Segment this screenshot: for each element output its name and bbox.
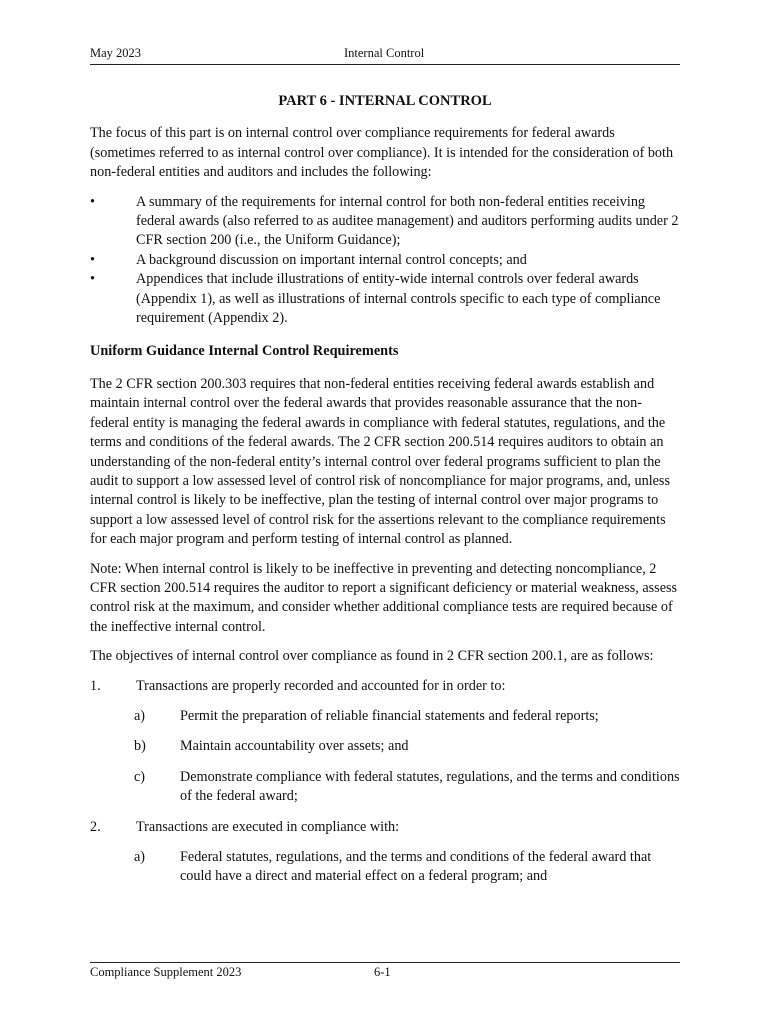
note-paragraph: Note: When internal control is likely to be ineffective in preventing and detecting noncompliance, 2 CFR section 200.514 requires the auditor to report a significant deficiency or material weakness, assess control risk at the maximum, and consider whether additional compliance tests are required because of the ineffective internal control. <box>90 560 678 635</box>
list-item <box>90 193 680 251</box>
subitem-letter: b) <box>134 738 146 755</box>
section-heading: Uniform Guidance Internal Control Requirements <box>90 343 399 360</box>
subitem-letter: c) <box>134 768 146 785</box>
objective-number: 1. <box>90 677 101 694</box>
page-body <box>90 92 680 898</box>
intro-paragraph: The focus of this part is on internal control over compliance requirements for federal awards (sometimes referred to as internal control over compliance). It is intended for the consideration of both non-federal entities and auditors and includes the following: <box>90 125 674 181</box>
objective-text: Transactions are executed in compliance with: <box>136 818 400 835</box>
header-date: May 2023 <box>90 46 142 60</box>
document-page <box>90 0 680 1024</box>
list-item <box>90 270 680 328</box>
header-section: Internal Control <box>344 46 425 60</box>
objectives-intro: The objectives of internal control over compliance as found in 2 CFR section 200.1, are as follows: <box>90 648 654 665</box>
page-number: 6-1 <box>374 965 391 979</box>
objective-number: 2. <box>90 818 101 835</box>
requirements-paragraph: The 2 CFR section 200.303 requires that non-federal entities receiving federal awards establish and maintain internal control over the federal awards that provides reasonable assurance that the non-federal entity is managing the federal awards in compliance with federal statutes, regulations, and the terms and conditions of the federal awards. The 2 CFR section 200.514 requires auditors to obtain an understanding of the non-federal entity’s internal control over federal programs sufficient to plan the audit to support a low assessed level of control risk of noncompliance for major programs, and, unless internal control is likely to be ineffective, plan the testing of internal control over major programs to support a low assessed level of control risk for the assertions relevant to the compliance requirements for each major program and perform testing of internal control as planned. <box>90 375 670 548</box>
objective-subitem <box>90 768 680 807</box>
bullet-glyph: • <box>90 271 95 288</box>
objective-text: Transactions are properly recorded and accounted for in order to: <box>136 677 506 694</box>
footer-document-title: Compliance Supplement 2023 <box>90 965 242 979</box>
list-item <box>90 251 680 270</box>
list-item-text: A summary of the requirements for internal control for both non-federal entities receiving federal awards (also referred to as auditee management) and auditors performing audits under 2 CFR section 200 (i.e., the Uniform Guidance); <box>136 193 679 249</box>
objective-item <box>90 818 680 837</box>
subitem-text: Demonstrate compliance with federal statutes, regulations, and the terms and conditions of the federal award; <box>180 768 680 805</box>
objective-item <box>90 677 680 696</box>
subitem-letter: a) <box>134 849 146 865</box>
subitem-text: Maintain accountability over assets; and <box>180 738 409 755</box>
page-footer <box>90 962 680 979</box>
subitem-text: Federal statutes, regulations, and the terms and conditions of the federal award that could have a direct and material effect on a federal program; and <box>180 849 652 885</box>
bullet-glyph: • <box>90 251 95 268</box>
list-item-text: A background discussion on important internal control concepts; and <box>136 251 527 268</box>
bullet-glyph: • <box>90 193 95 210</box>
subitem-text: Permit the preparation of reliable financial statements and federal reports; <box>180 707 599 724</box>
page-header <box>90 46 680 65</box>
objective-subitem <box>90 707 680 726</box>
objective-subitem <box>90 737 680 756</box>
bullet-list <box>90 193 680 329</box>
subitem-letter: a) <box>134 707 146 724</box>
objective-subitem <box>90 848 680 887</box>
page-title: PART 6 - INTERNAL CONTROL <box>278 93 492 109</box>
list-item-text: Appendices that include illustrations of entity-wide internal controls over federal awards (Appendix 1), as well as illustrations of internal controls specific to each type of compliance requirement (Appendix 2). <box>136 271 661 327</box>
